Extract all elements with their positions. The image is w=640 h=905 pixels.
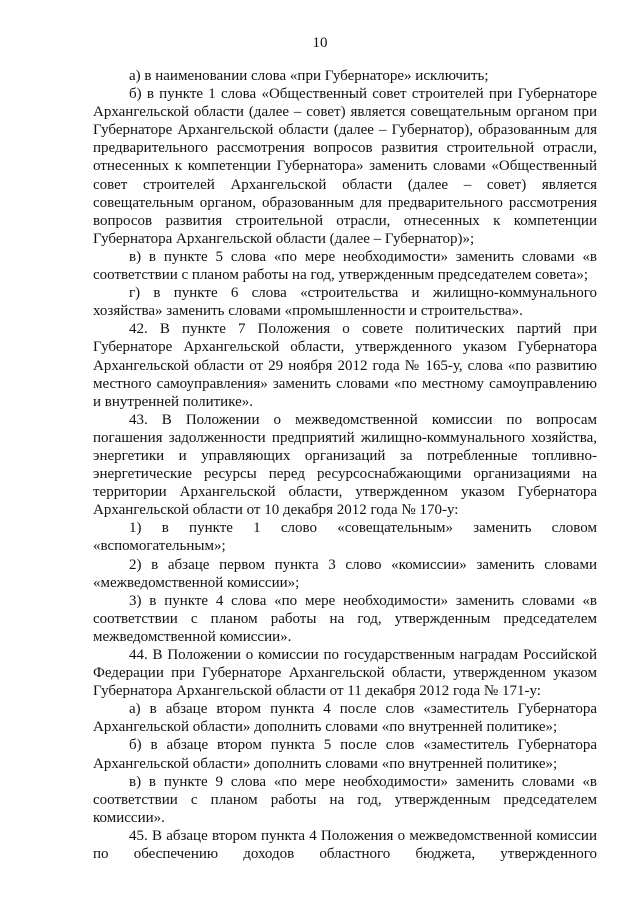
paragraph-44: 44. В Положении о комиссии по государственным наградам Российской Федерации при Губернаторе Архангельской области, утвержденном указом Губернатора Архангельской области от 11 декабря 2012 года № 171-у: xyxy=(93,647,597,700)
paragraph-41g: г) в пункте 6 слова «строительства и жилищно-коммунального хозяйства» заменить словами «промышленности и строительства». xyxy=(93,285,597,320)
paragraph-42: 42. В пункте 7 Положения о совете политических партий при Губернаторе Архангельской области, утвержденного указом Губернатора Архангельской области от 29 ноября 2012 года № 165-у, слова «по развитию местного самоуправления» заменить словами «по местному самоуправлению и внутренней политике». xyxy=(93,321,597,410)
paragraph-43-2: 2) в абзаце первом пункта 3 слово «комиссии» заменить словами «межведомственной комиссии»; xyxy=(93,556,597,591)
page-number: 10 xyxy=(312,35,328,51)
paragraph-44v: в) в пункте 9 слова «по мере необходимости» заменить словами «в соответствии с планом работы на год, утвержденным председателем комиссии». xyxy=(93,773,597,826)
paragraph-45: 45. В абзаце втором пункта 4 Положения о межведомственной комиссии по обеспечению доходов областного бюджета, утвержденного xyxy=(93,827,597,863)
paragraph-43-3: 3) в пункте 4 слова «по мере необходимости» заменить словами «в соответствии с планом работы на год, утвержденным председателем межведомственной комиссии». xyxy=(93,592,597,645)
paragraph-43-1: 1) в пункте 1 слово «совещательным» заменить словом «вспомогательным»; xyxy=(93,520,597,555)
paragraph-44a: а) в абзаце втором пункта 4 после слов «заместитель Губернатора Архангельской области» дополнить словами «по внутренней политике»; xyxy=(93,701,597,736)
paragraph-41b: б) в пункте 1 слова «Общественный совет строителей при Губернаторе Архангельской области (далее – совет) является совещательным органом при Губернаторе Архангельской области (далее – Губернатор), образованным для предварительного рассмотрения вопросов развития строительной отрасли, отнесенных к компетенции Губернатора» заменить словами «Общественный совет строителей Архангельской области (далее – совет) является совещательным органом, образованным для предварительного рассмотрения вопросов развития строительной отрасли, отнесенных к компетенции Губернатора Архангельской области (далее – Губернатор)»; xyxy=(93,86,597,247)
paragraph-41a: а) в наименовании слова «при Губернаторе» исключить; xyxy=(129,68,489,84)
paragraph-43: 43. В Положении о межведомственной комиссии по вопросам погашения задолженности предприятий жилищно-коммунального хозяйства, энергетики и управляющих организаций за потребленные топливно-энергетические ресурсы перед ресурсоснабжающими организациями на территории Архангельской области, утвержденном указом Губернатора Архангельской области от 10 декабря 2012 года № 170-у: xyxy=(93,411,597,519)
document-body xyxy=(93,67,597,863)
paragraph-41v: в) в пункте 5 слова «по мере необходимости» заменить словами «в соответствии с планом работы на год, утвержденным председателем совета»; xyxy=(93,248,597,284)
paragraph-44b: б) в абзаце втором пункта 5 после слов «заместитель Губернатора Архангельской области» дополнить словами «по внутренней политике»; xyxy=(93,737,597,772)
